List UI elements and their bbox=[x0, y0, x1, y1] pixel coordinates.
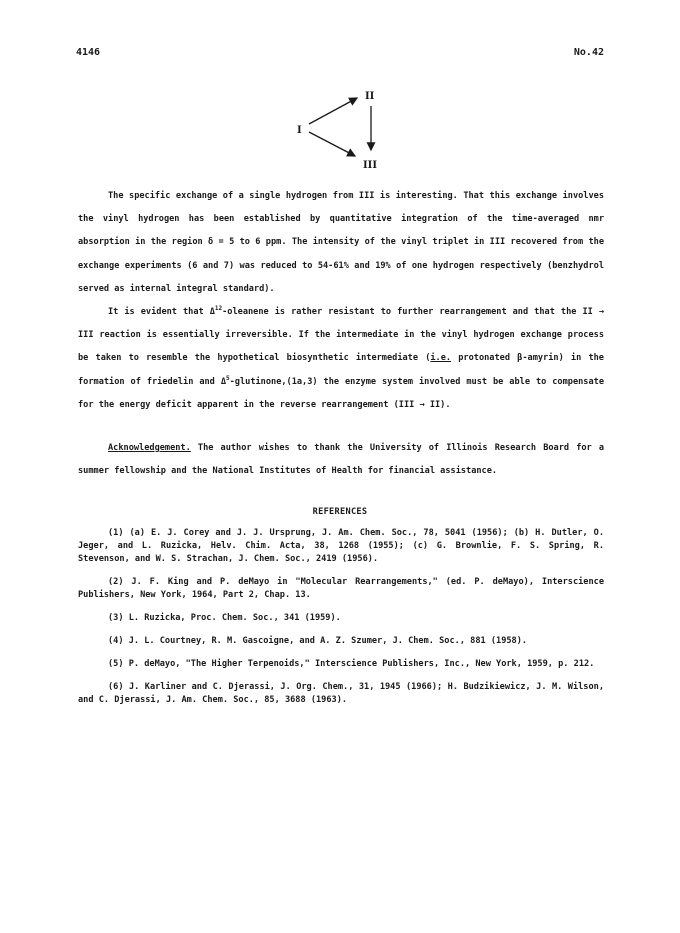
reference-5: (5) P. deMayo, "The Higher Terpenoids," Interscience Publishers, Inc., New York, 1959, p. 212. bbox=[108, 659, 595, 669]
references-heading: REFERENCES bbox=[312, 507, 368, 517]
reaction-scheme bbox=[285, 86, 395, 172]
reference-1: (1) (a) E. J. Corey and J. J. Ursprung, J. Am. Chem. Soc., 78, 5041 (1956); (b) H. Dutler, O. Jeger, and L. Ruzicka, Helv. Chim. Acta, 38, 1268 (1955); (c) G. Brownlie, F. S. Spring, R. Stevenson, and W. S. Strachan, J. Chem. Soc., 2419 (1956). bbox=[78, 528, 604, 564]
compound-iii-label: III bbox=[363, 160, 378, 171]
reference-6: (6) J. Karliner and C. Djerassi, J. Org. Chem., 31, 1945 (1966); H. Budzikiewicz, J. M. Wilson, and C. Djerassi, J. Am. Chem. Soc., 85, 3688 (1963). bbox=[78, 682, 604, 705]
page-number: 4146 bbox=[76, 47, 101, 58]
compound-ii-label: II bbox=[365, 91, 375, 102]
acknowledgement-label: Acknowledgement. bbox=[108, 443, 191, 453]
reference-3: (3) L. Ruzicka, Proc. Chem. Soc., 341 (1959). bbox=[108, 613, 341, 623]
paragraph-exchange: The specific exchange of a single hydrogen from III is interesting. That this exchange involves the vinyl hydrogen has been established by quantitative integration of the time-averaged nmr absorption in the region δ = 5 to 6 ppm. The intensity of the vinyl triplet in III recovered from the exchange experiments (6 and 7) was reduced to 54-61% and 19% of one hydrogen respectively (benzhydrol served as internal integral standard). bbox=[78, 191, 604, 294]
paragraph-acknowledgement: Acknowledgement. The author wishes to thank the University of Illinois Research Board for a summer fellowship and the National Institutes of Health for financial assistance. bbox=[78, 443, 604, 477]
arrow-i-to-ii bbox=[309, 98, 357, 124]
reaction-scheme-graphic bbox=[285, 86, 395, 172]
reference-2: (2) J. F. King and P. deMayo in "Molecular Rearrangements," (ed. P. deMayo), Interscience Publishers, New York, 1964, Part 2, Chap. 13. bbox=[78, 577, 604, 600]
journal-number: No.42 bbox=[573, 47, 604, 58]
arrow-i-to-iii bbox=[309, 132, 355, 156]
reference-4: (4) J. L. Courtney, R. M. Gascoigne, and A. Z. Szumer, J. Chem. Soc., 881 (1958). bbox=[108, 636, 528, 646]
references-list bbox=[78, 527, 604, 717]
paragraph-irreversible: It is evident that $\Delta^{12}$-oleanene is rather resistant to further rearrangement and that the II → III reaction is essentially irreversible. If the intermediate in the vinyl hydrogen exchange process be taken to resemble the hypothetical biosynthetic intermediate (i.e. protonated β-amyrin) in the formation of friedelin and $\Delta^5-glutinone,(1a,3)$ the enzyme system involved must be able to compensate for the energy deficit apparent in the reverse rearrangement (III → II). bbox=[78, 305, 604, 410]
compound-i-label: I bbox=[297, 125, 302, 136]
